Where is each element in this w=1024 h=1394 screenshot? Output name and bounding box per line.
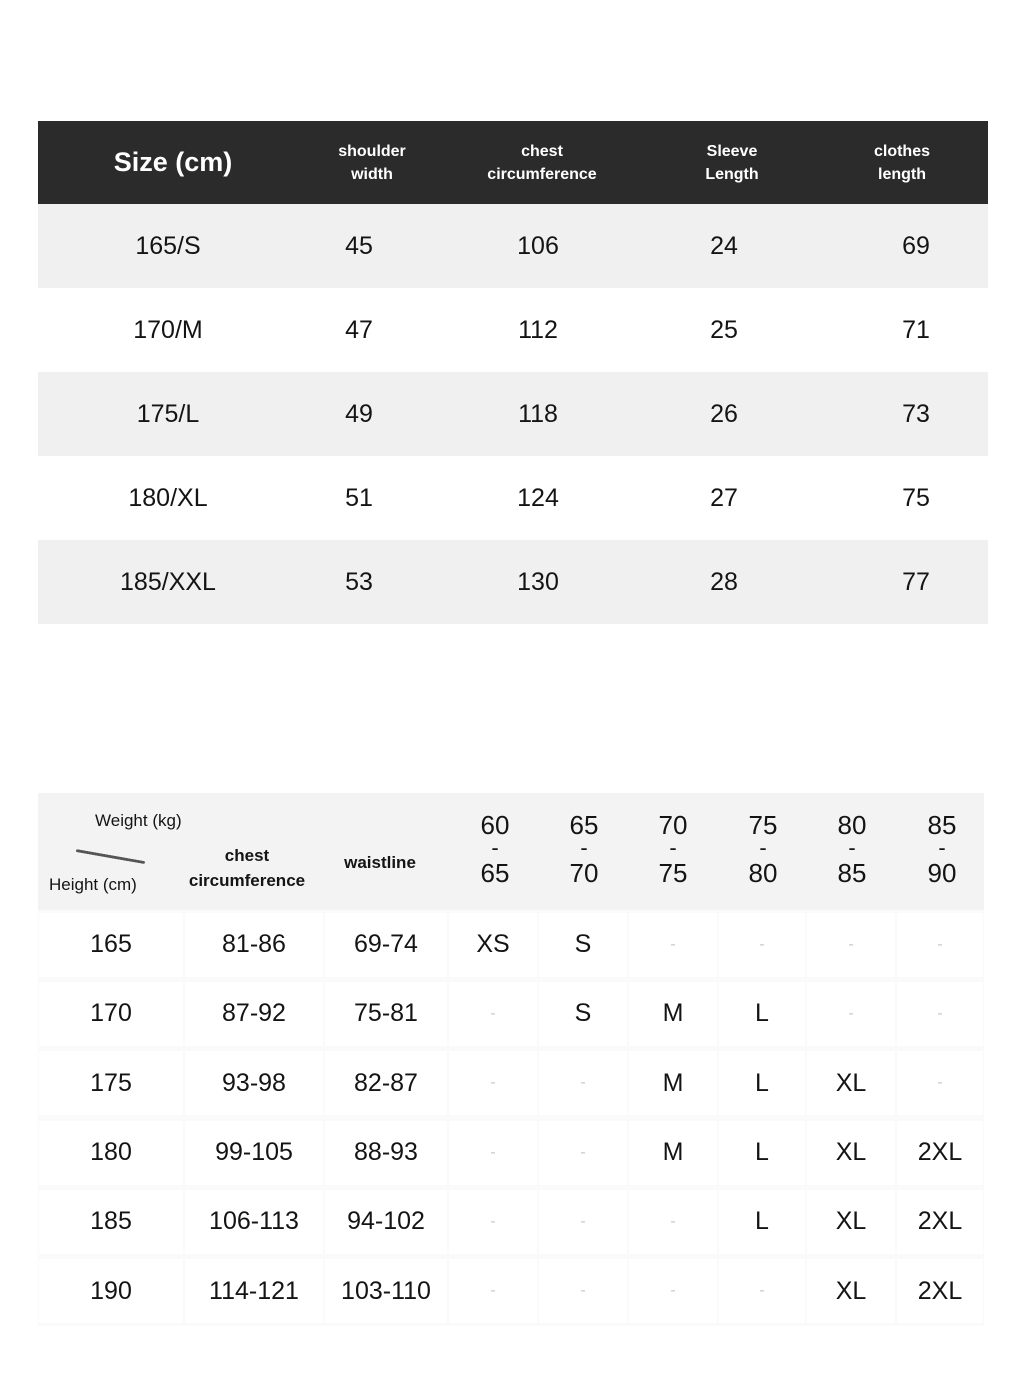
weight-range-from: 60 (480, 810, 510, 840)
weight-range-sep: - (938, 835, 946, 860)
chest-circumference-header: chest circumference (188, 846, 306, 890)
table-cell: 118 (518, 399, 558, 428)
weight-range-header (549, 810, 619, 888)
size-header: Size (cm) (113, 147, 233, 177)
size-recommendation-cell: - (897, 982, 983, 1046)
size-recommendation-cell: M (629, 1051, 717, 1115)
size-recommendation-cell: M (629, 982, 717, 1046)
shoulder-width-header: shoulder width (338, 142, 406, 183)
size-table-body (38, 204, 988, 624)
table-cell: 93-98 (185, 1051, 323, 1115)
table-cell: 106 (517, 231, 559, 260)
chest-circumference-header: chest circumference (487, 142, 597, 183)
table-row (38, 1049, 984, 1118)
weight-range-sep: - (669, 835, 677, 860)
size-recommendation-cell: - (897, 913, 983, 977)
table-cell: 69 (902, 231, 930, 260)
size-recommendation-cell: - (807, 913, 895, 977)
table-cell: 180 (39, 1121, 183, 1185)
weight-range-sep: - (848, 835, 856, 860)
table-cell: 175/L (136, 399, 200, 428)
table-cell: 77 (902, 567, 930, 596)
table-cell: 106-113 (185, 1190, 323, 1254)
size-recommendation-cell: - (449, 1121, 537, 1185)
size-recommendation-cell: - (539, 1051, 627, 1115)
size-recommendation-cell: - (629, 1259, 717, 1323)
table-cell: 82-87 (325, 1051, 447, 1115)
table-cell: 81-86 (185, 913, 323, 977)
weight-range-from: 70 (658, 810, 688, 840)
size-recommendation-cell: L (719, 982, 805, 1046)
weight-range-header (817, 810, 887, 888)
table-cell: 180/XL (128, 483, 208, 512)
table-cell: 94-102 (325, 1190, 447, 1254)
table-cell: 103-110 (325, 1259, 447, 1323)
weight-range-to: 65 (480, 858, 510, 888)
table-row (38, 1118, 984, 1187)
size-recommendation-cell: - (807, 982, 895, 1046)
table-row (38, 456, 988, 540)
table-row (38, 979, 984, 1048)
size-recommendation-cell: M (629, 1121, 717, 1185)
weight-range-header (907, 810, 977, 888)
table-cell: 87-92 (185, 982, 323, 1046)
table-cell: 47 (345, 315, 373, 344)
size-recommendation-cell: S (539, 982, 627, 1046)
size-recommendation-cell: XL (807, 1051, 895, 1115)
table-cell: 24 (710, 231, 738, 260)
weight-range-sep: - (580, 835, 588, 860)
table-row (38, 540, 988, 624)
table-cell: 99-105 (185, 1121, 323, 1185)
weight-range-to: 90 (927, 858, 957, 888)
table-cell: 185 (39, 1190, 183, 1254)
table-row (38, 372, 988, 456)
size-recommendation-cell: 2XL (897, 1259, 983, 1323)
table-cell: 112 (518, 315, 558, 344)
fit-table-header (38, 793, 984, 910)
weight-range-to: 85 (837, 858, 867, 888)
size-recommendation-cell: XL (807, 1121, 895, 1185)
table-cell: 73 (902, 399, 930, 428)
size-recommendation-cell: - (449, 1190, 537, 1254)
table-row (38, 204, 988, 288)
weight-range-header (638, 810, 708, 888)
size-recommendation-cell: 2XL (897, 1121, 983, 1185)
table-cell: 170/M (133, 315, 203, 344)
size-recommendation-cell: S (539, 913, 627, 977)
table-row (38, 288, 988, 372)
weight-range-to: 80 (748, 858, 778, 888)
size-table (38, 121, 988, 624)
size-recommendation-cell: L (719, 1121, 805, 1185)
table-cell: 124 (517, 483, 559, 512)
table-cell: 75 (902, 483, 930, 512)
size-recommendation-cell: L (719, 1051, 805, 1115)
weight-range-header (460, 810, 530, 888)
size-recommendation-cell: - (719, 1259, 805, 1323)
table-cell: 28 (710, 567, 738, 596)
size-recommendation-cell: L (719, 1190, 805, 1254)
clothes-length-header: clothes length (873, 142, 930, 183)
weight-range-to: 70 (569, 858, 599, 888)
size-recommendation-cell: XS (449, 913, 537, 977)
fit-table-body (38, 910, 984, 1326)
table-cell: 27 (710, 483, 738, 512)
table-cell: 51 (345, 483, 373, 512)
table-row (38, 1256, 984, 1325)
weight-range-from: 85 (927, 810, 957, 840)
weight-range-from: 75 (748, 810, 778, 840)
size-recommendation-cell: - (719, 913, 805, 977)
weight-header: Weight (kg) (95, 811, 182, 830)
table-cell: 114-121 (185, 1259, 323, 1323)
fit-table (38, 793, 984, 1326)
size-recommendation-cell: - (629, 1190, 717, 1254)
height-header: Height (cm) (49, 875, 137, 894)
size-recommendation-cell: - (449, 982, 537, 1046)
table-cell: 26 (710, 399, 738, 428)
size-recommendation-cell: - (539, 1190, 627, 1254)
table-cell: 69-74 (325, 913, 447, 977)
diagonal-divider (76, 849, 145, 864)
table-cell: 45 (345, 231, 373, 260)
size-recommendation-cell: XL (807, 1190, 895, 1254)
table-cell: 190 (39, 1259, 183, 1323)
sleeve-length-header: Sleeve Length (705, 142, 759, 183)
table-row (38, 1187, 984, 1256)
weight-range-sep: - (759, 835, 767, 860)
table-cell: 130 (517, 567, 559, 596)
size-recommendation-cell: 2XL (897, 1190, 983, 1254)
table-cell: 71 (902, 315, 930, 344)
table-cell: 175 (39, 1051, 183, 1115)
size-recommendation-cell: - (449, 1259, 537, 1323)
size-recommendation-cell: - (539, 1121, 627, 1185)
weight-range-header (728, 810, 798, 888)
waistline-header: waistline (344, 853, 416, 872)
size-recommendation-cell: - (449, 1051, 537, 1115)
table-cell: 53 (345, 567, 373, 596)
size-recommendation-cell: XL (807, 1259, 895, 1323)
table-cell: 165/S (135, 231, 201, 260)
size-recommendation-cell: - (897, 1051, 983, 1115)
table-cell: 88-93 (325, 1121, 447, 1185)
weight-range-from: 80 (837, 810, 867, 840)
weight-range-sep: - (491, 835, 499, 860)
size-recommendation-cell: - (539, 1259, 627, 1323)
table-cell: 185/XXL (120, 567, 216, 596)
size-recommendation-cell: - (629, 913, 717, 977)
table-row (38, 910, 984, 979)
table-cell: 49 (345, 399, 373, 428)
size-table-header (38, 121, 988, 204)
weight-range-to: 75 (658, 858, 688, 888)
table-cell: 170 (39, 982, 183, 1046)
table-cell: 75-81 (325, 982, 447, 1046)
table-cell: 165 (39, 913, 183, 977)
weight-range-from: 65 (569, 810, 599, 840)
table-cell: 25 (710, 315, 738, 344)
